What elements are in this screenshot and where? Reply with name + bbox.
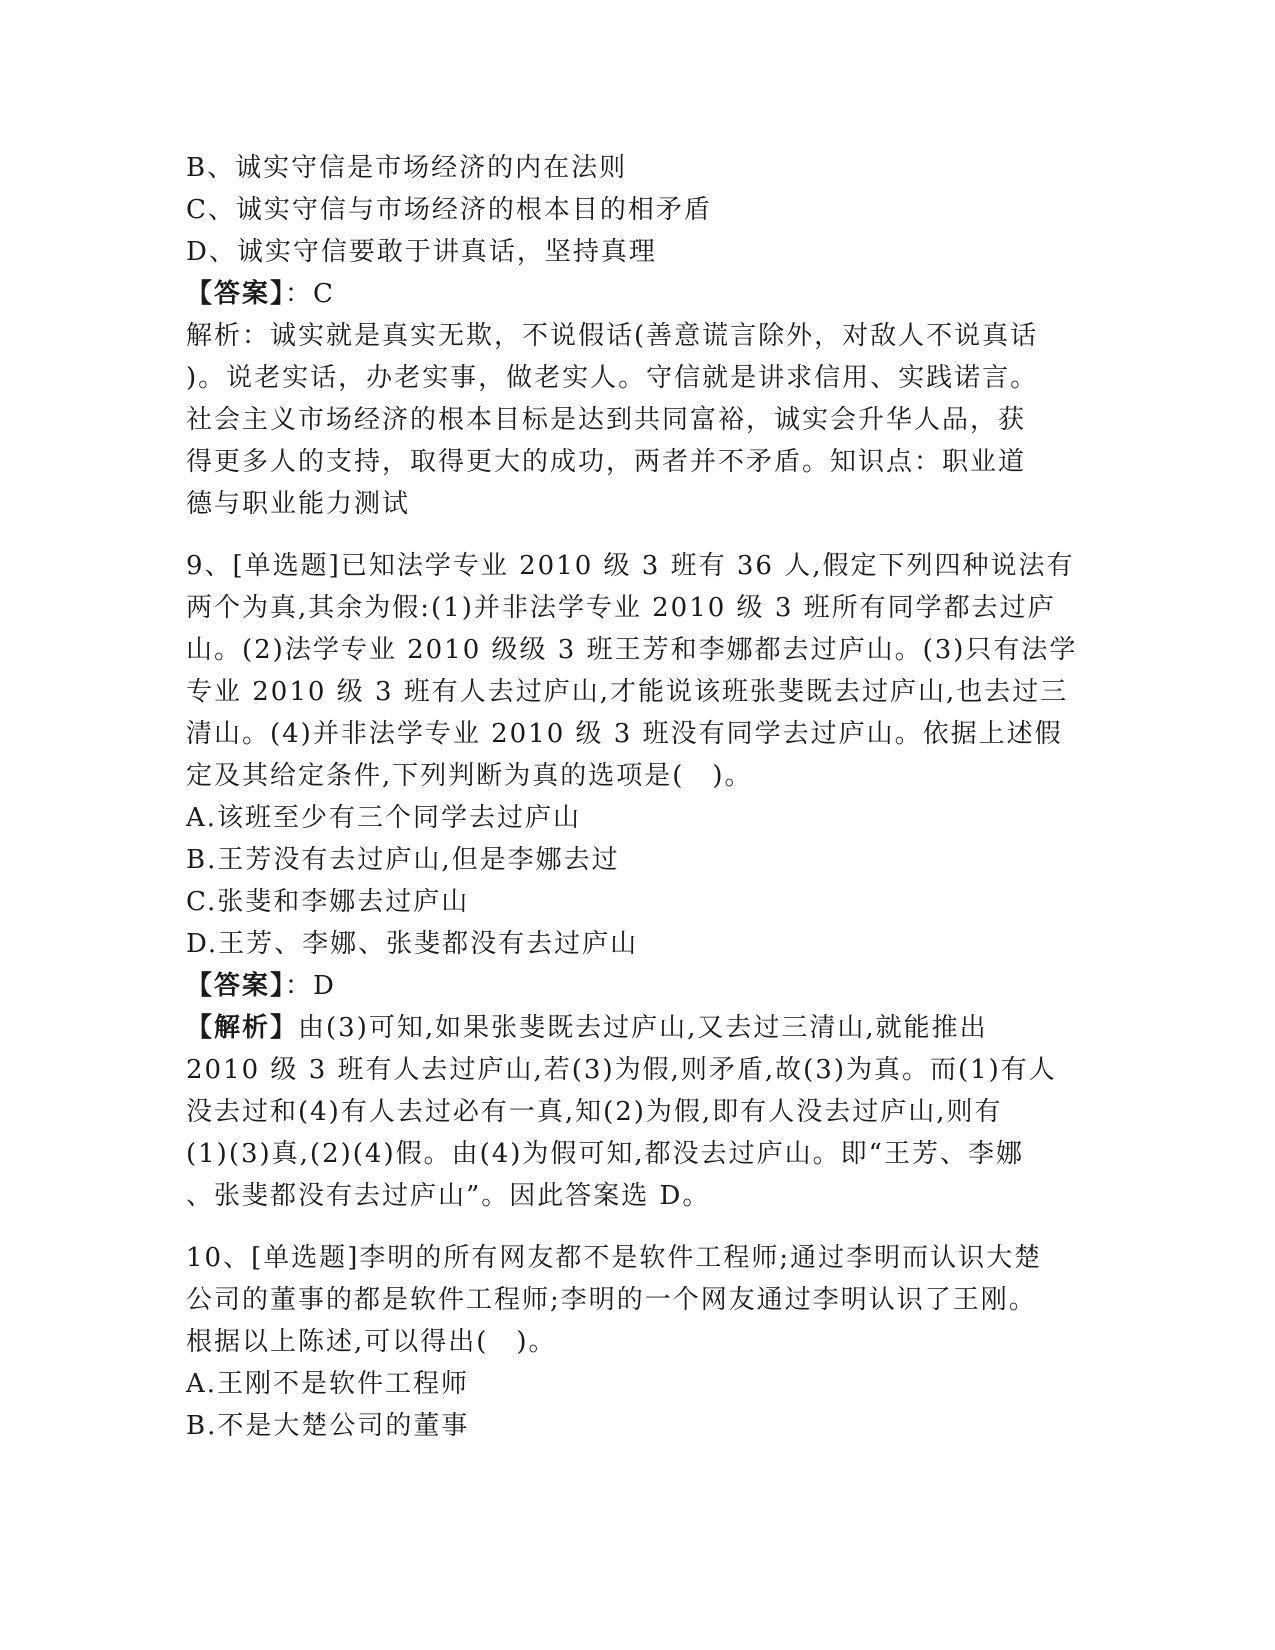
analysis-line: 社会主义市场经济的根本目标是达到共同富裕，诚实会升华人品，获 bbox=[186, 405, 1027, 435]
answer-value: C bbox=[313, 279, 335, 309]
spacer bbox=[186, 525, 1086, 545]
option-b: B.王芳没有去过庐山,但是李娜去过 bbox=[186, 845, 620, 875]
question-stem-line: 清山。(4)并非法学专业 2010 级 3 班没有同学去过庐山。依据上述假 bbox=[186, 719, 1063, 749]
analysis-line: )。说老实话，办老实事，做老实人。守信就是讲求信用、实践诺言。 bbox=[186, 363, 1039, 393]
answer-label: 【答案】 bbox=[186, 279, 286, 309]
question-stem-line: 根据以上陈述,可以得出( )。 bbox=[186, 1327, 557, 1357]
analysis-line: (1)(3)真,(2)(4)假。由(4)为假可知,都没去过庐山。即“王芳、李娜 bbox=[186, 1139, 1024, 1169]
analysis-line bbox=[186, 1007, 1086, 1049]
option-a: A.王刚不是软件工程师 bbox=[186, 1369, 470, 1399]
analysis-line: 、张斐都没有去过庐山”。因此答案选 D。 bbox=[186, 1181, 711, 1211]
question-8-tail bbox=[186, 147, 1086, 525]
answer-separator: ： bbox=[285, 971, 314, 1001]
option-d: D、诚实守信要敢于讲真话，坚持真理 bbox=[186, 237, 657, 267]
analysis-line: 德与职业能力测试 bbox=[186, 489, 411, 519]
question-stem-line: 10、[单选题]李明的所有网友都不是软件工程师;通过李明而认识大楚 bbox=[186, 1243, 1043, 1273]
analysis-line: 2010 级 3 班有人去过庐山,若(3)为假,则矛盾,故(3)为真。而(1)有人 bbox=[186, 1055, 1057, 1085]
analysis-line: 没去过和(4)有人去过必有一真,知(2)为假,即有人没去过庐山,则有 bbox=[186, 1097, 1003, 1127]
answer-line bbox=[186, 273, 1086, 315]
option-b: B、诚实守信是市场经济的内在法则 bbox=[186, 153, 628, 183]
question-9 bbox=[186, 545, 1086, 1217]
option-c: C、诚实守信与市场经济的根本目的相矛盾 bbox=[186, 195, 712, 225]
option-d: D.王芳、李娜、张斐都没有去过庐山 bbox=[186, 929, 639, 959]
option-a: A.该班至少有三个同学去过庐山 bbox=[186, 803, 582, 833]
analysis-label: 【解析】 bbox=[186, 1013, 299, 1043]
question-stem-line: 9、[单选题]已知法学专业 2010 级 3 班有 36 人,假定下列四种说法有 bbox=[186, 551, 1075, 581]
question-stem-line: 定及其给定条件,下列判断为真的选项是( )。 bbox=[186, 761, 753, 791]
analysis-text: 由(3)可知,如果张斐既去过庐山,又去过三清山,就能推出 bbox=[298, 1013, 988, 1043]
option-b: B.不是大楚公司的董事 bbox=[186, 1411, 470, 1441]
question-stem-line: 两个为真,其余为假:(1)并非法学专业 2010 级 3 班所有同学都去过庐 bbox=[186, 593, 1056, 623]
spacer bbox=[186, 1217, 1086, 1237]
question-stem-line: 公司的董事的都是软件工程师;李明的一个网友通过李明认识了王刚。 bbox=[186, 1285, 1037, 1315]
analysis-line: 解析：诚实就是真实无欺，不说假话(善意谎言除外，对敌人不说真话 bbox=[186, 321, 1039, 351]
answer-separator: ： bbox=[285, 279, 314, 309]
question-10 bbox=[186, 1237, 1086, 1447]
option-c: C.张斐和李娜去过庐山 bbox=[186, 887, 470, 917]
analysis-line: 得更多人的支持，取得更大的成功，两者并不矛盾。知识点：职业道 bbox=[186, 447, 1027, 477]
question-stem-line: 山。(2)法学专业 2010 级级 3 班王芳和李娜都去过庐山。(3)只有法学 bbox=[186, 635, 1078, 665]
answer-line bbox=[186, 965, 1086, 1007]
answer-value: D bbox=[313, 971, 336, 1001]
document-page bbox=[186, 147, 1086, 1447]
answer-label: 【答案】 bbox=[186, 971, 286, 1001]
question-stem-line: 专业 2010 级 3 班有人去过庐山,才能说该班张斐既去过庐山,也去过三 bbox=[186, 677, 1069, 707]
